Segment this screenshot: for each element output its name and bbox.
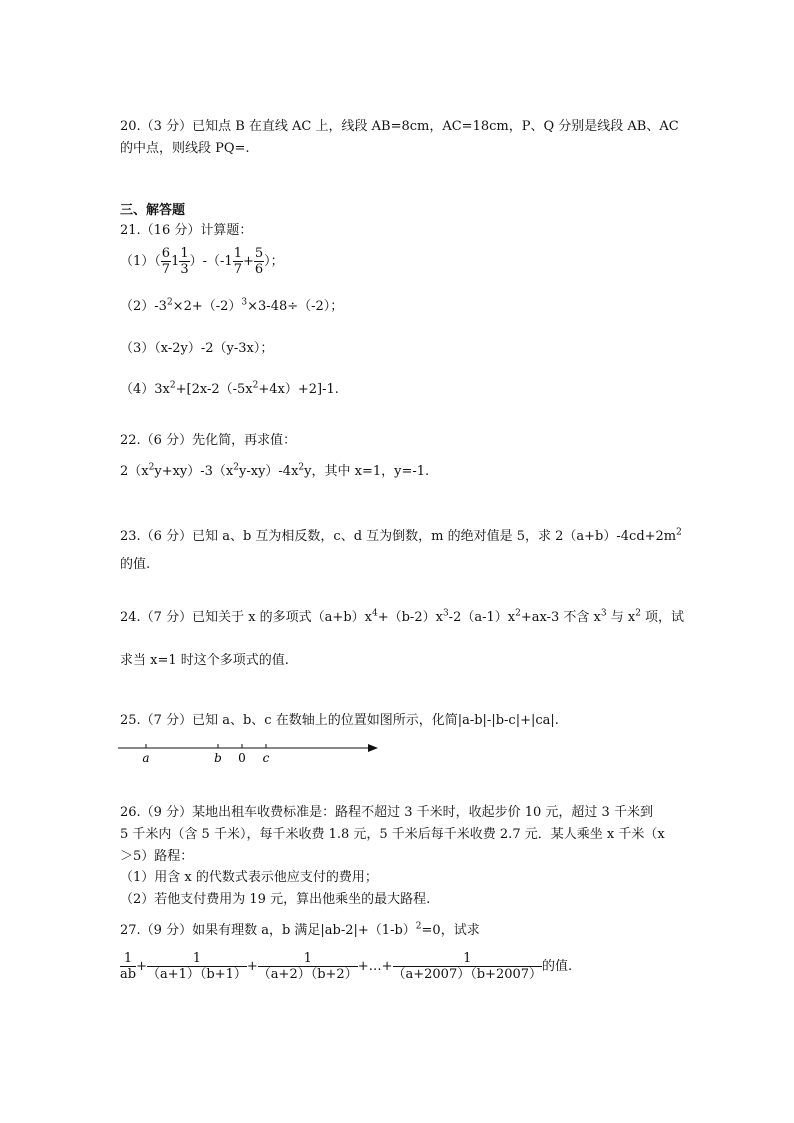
number-line-label: 0 — [238, 751, 246, 765]
fraction: $\frac{1}{(a+2)(b+2)}$ — [257, 951, 358, 982]
fraction: $\frac{1}{(a+2007)(b+2007)}$ — [392, 951, 543, 982]
fraction: $\frac{5}{6}$ — [254, 246, 264, 277]
q26-line2: 5 千米内（含 5 千米），每千米收费 1.8 元，5 千米后每千米收费 2.7 元．某人乘坐 x 千米（x — [120, 827, 665, 842]
fraction: $\frac{1}{7}$ — [233, 246, 242, 277]
number-line — [118, 738, 378, 768]
q21-part4: $(4)3x^2+[2x-2(-5x^2+4x)+2]-1$. — [120, 380, 339, 397]
q25-line1: 25.（7 分）已知 a、b、c 在数轴上的位置如图所示，化简|a-b|-|b-c|+|ca|. — [120, 713, 559, 728]
fraction: $\frac{1}{ab}$ — [120, 951, 137, 982]
fraction: $\frac{6}{7}$ — [161, 246, 171, 277]
q26-sub1: （1）用含 x 的代数式表示他应支付的费用； — [120, 870, 378, 885]
q23-line1: 23.（6 分）已知 a、b 互为相反数，c、d 互为倒数，m 的绝对值是 5，求 $2(a+b)-4cd+2m^2$ — [120, 527, 682, 544]
q24-line1: 24.（7 分）已知关于 x 的多项式$(a+b)x^4+(b-2)x^3-2(a-1)x^2+ax-3$ 不含 $x^3$ 与 $x^2$ 项，试 — [120, 608, 685, 625]
arrow-icon — [368, 744, 378, 752]
q20-line2: 的中点，则线段 PQ=. — [120, 141, 250, 156]
q21-part3: （3）（x-2y）-2（y-3x）； — [120, 341, 274, 356]
number-line-label: a — [142, 751, 150, 765]
q27-expression: $\frac{1}{ab}$ + $\frac{1}{(a+1)(b+1)}$ + $\frac{1}{(a+2)(b+2)}$ +…+ $\frac{1}{(a+2007)(b+2007)}$ 的值. — [120, 951, 573, 982]
q22-head: 22.（6 分）先化简，再求值： — [120, 433, 297, 448]
number-line-label: c — [262, 751, 270, 765]
fraction: $\frac{1}{3}$ — [180, 246, 189, 277]
q24-line2: 求当 x=1 时这个多项式的值. — [120, 653, 289, 668]
q20-line1: 20.（3 分）已知点 B 在直线 AC 上，线段 AB=8cm，AC=18cm，P、Q 分别是线段 AB、AC — [120, 119, 679, 134]
q22-expr: $2(x^2y+xy)-3(x^2y-xy)-4x^2y$，其中 x=1，y=-1. — [120, 462, 430, 479]
q23-line2: 的值. — [120, 557, 151, 572]
fraction: $\frac{1}{(a+1)(b+1)}$ — [146, 951, 247, 982]
q21-part2: $(2)-3^2\times 2+(-2)^3\times 3-48\div(-2)$； — [120, 297, 344, 314]
section-title: 三、解答题 — [120, 203, 186, 218]
q26-line3: ＞5）路程： — [120, 849, 194, 864]
q27-line1: 27.（9 分）如果有理数 a，b 满足$|ab-2|+(1-b)^2=0$，试求 — [120, 921, 480, 938]
q26-sub2: （2）若他支付费用为 19 元，算出他乘坐的最大路程. — [120, 892, 431, 907]
q26-line1: 26.（9 分）某地出租车收费标准是：路程不超过 3 千米时，收起步价 10 元，超过 3 千米到 — [120, 805, 653, 820]
q21-part1: （1）（ $\frac{6}{7}$ 1 $\frac{1}{3}$ ）-（-1 $\frac{1}{7}$ + $\frac{5}{6}$ ）； — [120, 246, 284, 277]
q21-head: 21.（16 分）计算题： — [120, 223, 253, 238]
number-line-label: b — [214, 751, 222, 765]
